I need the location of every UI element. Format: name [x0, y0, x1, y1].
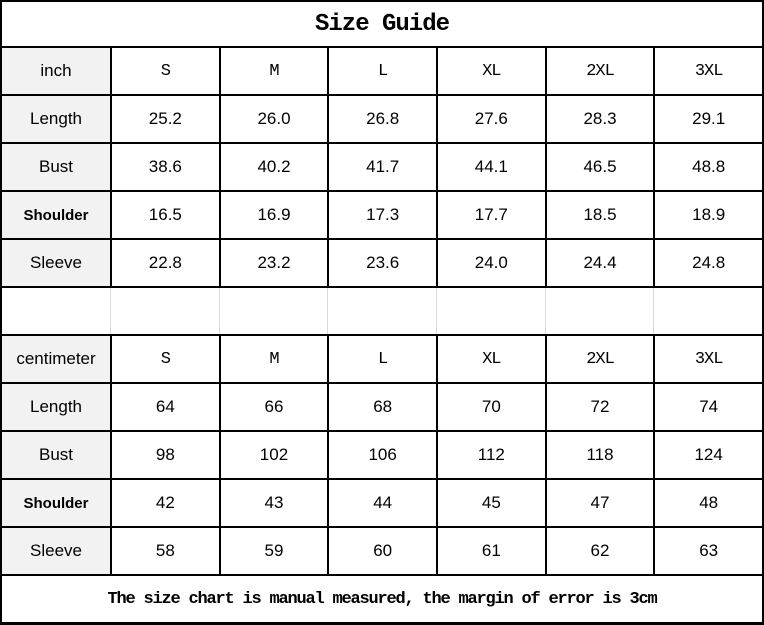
size-col-header: L — [327, 336, 436, 382]
measure-value: 38.6 — [110, 144, 219, 190]
measure-value: 16.5 — [110, 192, 219, 238]
measure-value: 59 — [219, 528, 328, 574]
measure-value: 66 — [219, 384, 328, 430]
measure-value: 46.5 — [545, 144, 654, 190]
measure-value: 41.7 — [327, 144, 436, 190]
measure-value: 17.7 — [436, 192, 545, 238]
footer-note: The size chart is manual measured, the margin of error is 3cm — [2, 574, 762, 622]
measure-value: 24.8 — [653, 240, 762, 286]
spacer-cell — [219, 288, 328, 334]
cm-sleeve-row — [2, 526, 762, 574]
inch-header-row — [2, 46, 762, 94]
unit-cell: inch — [2, 48, 110, 94]
measure-value: 17.3 — [327, 192, 436, 238]
spacer-row — [2, 286, 762, 334]
measure-value: 40.2 — [219, 144, 328, 190]
measure-value: 16.9 — [219, 192, 328, 238]
size-col-header: 2XL — [545, 48, 654, 94]
measure-label: Sleeve — [2, 528, 110, 574]
cm-header-row — [2, 334, 762, 382]
measure-value: 47 — [545, 480, 654, 526]
size-col-header: 3XL — [653, 48, 762, 94]
measure-value: 106 — [327, 432, 436, 478]
measure-value: 18.5 — [545, 192, 654, 238]
measure-value: 44.1 — [436, 144, 545, 190]
measure-value: 23.6 — [327, 240, 436, 286]
measure-value: 72 — [545, 384, 654, 430]
size-col-header: S — [110, 336, 219, 382]
measure-value: 112 — [436, 432, 545, 478]
measure-value: 26.0 — [219, 96, 328, 142]
inch-length-row — [2, 94, 762, 142]
measure-value: 58 — [110, 528, 219, 574]
size-col-header: 2XL — [545, 336, 654, 382]
spacer-cell — [327, 288, 436, 334]
unit-cell: centimeter — [2, 336, 110, 382]
size-guide-title: Size Guide — [314, 10, 450, 38]
measure-value: 118 — [545, 432, 654, 478]
measure-value: 27.6 — [436, 96, 545, 142]
measure-value: 68 — [327, 384, 436, 430]
measure-value: 26.8 — [327, 96, 436, 142]
size-col-header: XL — [436, 336, 545, 382]
measure-value: 42 — [110, 480, 219, 526]
measure-value: 48.8 — [653, 144, 762, 190]
measure-value: 70 — [436, 384, 545, 430]
measure-label: Bust — [2, 432, 110, 478]
spacer-cell — [436, 288, 545, 334]
spacer-cell — [545, 288, 654, 334]
measure-label: Shoulder — [2, 480, 110, 526]
spacer-cell — [653, 288, 762, 334]
measure-value: 44 — [327, 480, 436, 526]
measure-label: Length — [2, 96, 110, 142]
cm-length-row — [2, 382, 762, 430]
measure-value: 98 — [110, 432, 219, 478]
measure-value: 23.2 — [219, 240, 328, 286]
measure-value: 45 — [436, 480, 545, 526]
size-col-header: M — [219, 48, 328, 94]
measure-value: 43 — [219, 480, 328, 526]
size-col-header: S — [110, 48, 219, 94]
measure-value: 74 — [653, 384, 762, 430]
measure-value: 28.3 — [545, 96, 654, 142]
measure-value: 63 — [653, 528, 762, 574]
measure-value: 18.9 — [653, 192, 762, 238]
size-col-header: XL — [436, 48, 545, 94]
measure-value: 24.0 — [436, 240, 545, 286]
spacer-cell — [2, 288, 110, 334]
inch-shoulder-row — [2, 190, 762, 238]
inch-sleeve-row — [2, 238, 762, 286]
measure-value: 29.1 — [653, 96, 762, 142]
measure-value: 62 — [545, 528, 654, 574]
spacer-cell — [110, 288, 219, 334]
cm-bust-row — [2, 430, 762, 478]
measure-label: Bust — [2, 144, 110, 190]
measure-label: Shoulder — [2, 192, 110, 238]
cm-shoulder-row — [2, 478, 762, 526]
measure-value: 102 — [219, 432, 328, 478]
measure-value: 24.4 — [545, 240, 654, 286]
size-col-header: L — [327, 48, 436, 94]
measure-value: 64 — [110, 384, 219, 430]
measure-value: 61 — [436, 528, 545, 574]
measure-value: 48 — [653, 480, 762, 526]
inch-bust-row — [2, 142, 762, 190]
measure-value: 124 — [653, 432, 762, 478]
size-col-header: M — [219, 336, 328, 382]
measure-value: 60 — [327, 528, 436, 574]
measure-label: Length — [2, 384, 110, 430]
measure-value: 25.2 — [110, 96, 219, 142]
measure-label: Sleeve — [2, 240, 110, 286]
size-col-header: 3XL — [653, 336, 762, 382]
measure-value: 22.8 — [110, 240, 219, 286]
